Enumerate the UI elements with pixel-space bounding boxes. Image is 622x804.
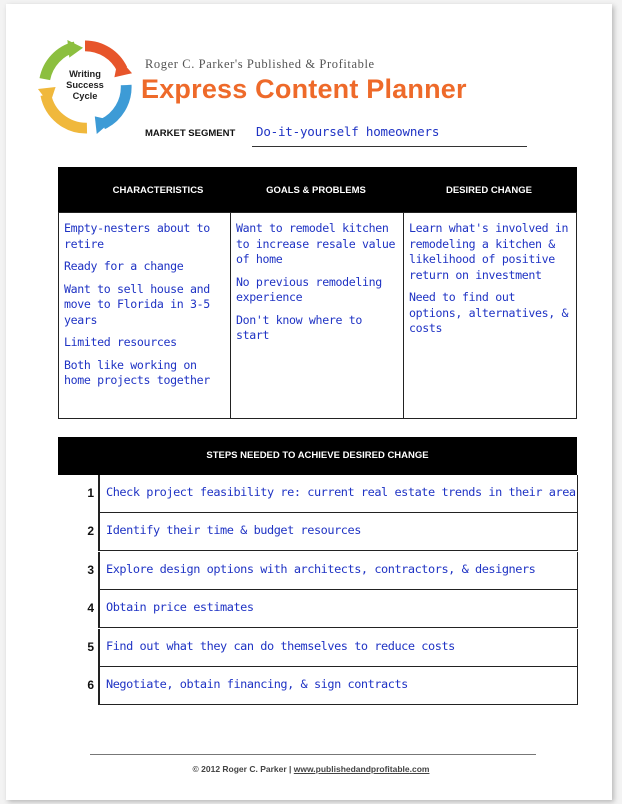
step-row [58,513,577,551]
characteristic-item: Want to sell house and move to Florida in 3-5 years [64,281,210,327]
step-number: 2 [87,524,94,538]
step-text: Check project feasibility re: current real estate trends in their area [106,485,576,499]
step-number: 4 [87,601,94,615]
page-title: Express Content Planner [141,74,467,104]
writing-success-cycle-logo [36,38,134,136]
goal-problem-item: Want to remodel kitchen to increase resale value of home [236,221,396,266]
goal-problem-item: No previous remodeling experience [236,274,382,304]
steps-table-header [58,437,577,475]
header-desired-change: DESIRED CHANGE [445,185,533,196]
header-goals-problems: GOALS & PROBLEMS [266,185,366,196]
planner-table-header [58,167,577,212]
characteristic-item: Ready for a change [64,259,184,273]
characteristic-item: Both like working on home projects together [64,357,210,387]
step-number: 1 [87,486,94,500]
characteristic-item: Empty-nesters about to retire [64,221,210,251]
footer-copyright: © 2012 Roger C. Parker | [192,764,292,774]
logo-text-line-3: Cycle [72,90,98,101]
desired-change-item: Learn what's involved in remodeling a kitchen & likelihood of positive return on investment [409,221,569,282]
logo-text-line-1: Writing [69,69,101,80]
step-text: Explore design options with architects, contractors, & designers [106,562,536,576]
characteristic-item: Limited resources [64,335,177,349]
step-row [58,475,577,513]
brand-line: Roger C. Parker's Published & Profitable [145,57,375,71]
step-text: Negotiate, obtain financing, & sign contracts [106,677,408,691]
desired-change-column [404,213,576,418]
footer-divider [90,754,536,755]
characteristics-column [59,213,231,418]
step-number: 3 [87,563,94,577]
logo-text-line-2: Success [66,79,104,90]
step-number: 6 [87,678,94,692]
market-segment-label: MARKET SEGMENT [145,128,236,139]
footer-website-link[interactable]: www.publishedandprofitable.com [293,764,430,774]
step-row [58,590,577,628]
step-row [58,552,577,590]
header-characteristics: CHARACTERISTICS [112,185,204,196]
steps-table [58,437,577,710]
goal-problem-item: Don't know where to start [236,312,362,342]
step-text: Obtain price estimates [106,600,254,614]
planner-table [58,167,577,418]
market-segment-value: Do-it-yourself homeowners [256,124,440,139]
desired-change-item: Need to find out options, alternatives, & costs [409,290,569,335]
planner-table-body [58,212,577,419]
steps-header-label: STEPS NEEDED TO ACHIEVE DESIRED CHANGE [206,450,429,461]
goals-problems-column [231,213,404,418]
market-segment-underline [252,146,527,147]
step-number: 5 [87,640,94,654]
footer [0,764,622,774]
step-row [58,667,577,705]
step-text: Identify their time & budget resources [106,523,361,537]
step-text: Find out what they can do themselves to reduce costs [106,639,455,653]
step-row [58,629,577,667]
